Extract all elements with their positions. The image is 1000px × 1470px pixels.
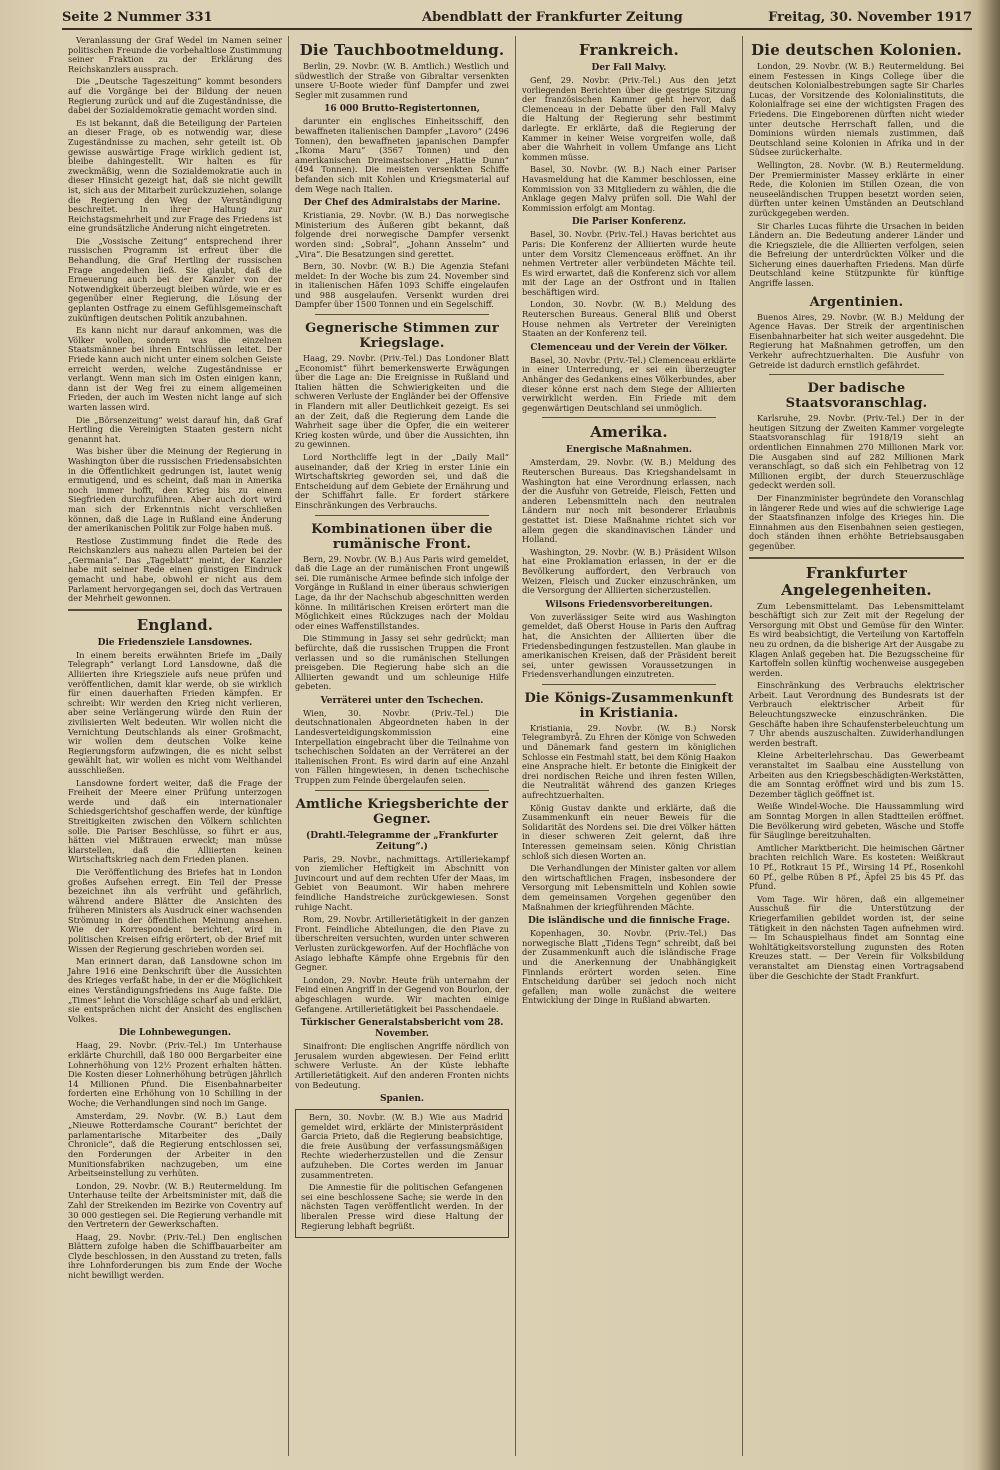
paragraph: Lansdowne fordert weiter, daß die Frage der Freiheit der Meere einer Prüfung unterzogen werde und daß ein internationaler Schiedsgerichtshof geschaffen werde, der künftige Streitigkeiten zwischen den Völkern schlichten solle. Die Pariser Beschlüsse, so führt er aus, hätten viel Mißtrauen erweckt; man müsse klarstellen, daß die Alliierten keinen Wirtschaftskrieg nach dem Frieden planen. xyxy=(68,777,282,865)
section-heading-amerika: Amerika. xyxy=(590,423,668,442)
article-heading: Der badische Staatsvoranschlag. xyxy=(785,381,928,412)
paragraph: Basel, 30. Novbr. (W. B.) Nach einer Pariser Havasmeldung hat die Kammer beschlossen, eine Kommission von 33 Mitgliedern zu wählen, die die Anklage gegen Malvy prüfen soll. Die Wahl der Kommission erfolgt am Montag. xyxy=(522,164,736,213)
paragraph: Genf, 29. Novbr. (Priv.-Tel.) Aus den jetzt vorliegenden Berichten über die gestrige Sitzung der französischen Kammer geht hervor, daß Clemenceau in der Debatte über den Fall Malvy die Haltung der Regierung sehr bestimmt darlegte. Er erklärte, daß die Regierung der Kammer in keiner Weise vorgreifen wolle, daß aber die Wahrheit in vollem Umfange ans Licht kommen müsse. xyxy=(522,75,736,162)
article-heading: Amtliche Kriegsberichte der Gegner. xyxy=(295,796,509,827)
tonnage-figure: 16 000 Brutto-Registertonnen, xyxy=(324,104,480,115)
paragraph: Haag, 29. Novbr. (Priv.-Tel.) Im Unterhause erklärte Churchill, daß 180 000 Bergarbeiter eine Lohnerhöhung von 12½ Prozent erhalten hätten. Die Kosten dieser Lohnerhöhung betrügen jährlich 14 Millionen Pfund. Die Eisenbahnarbeiter forderten eine Erhöhung von 10 Schilling in der Woche; die Verhandlungen sind noch im Gange. xyxy=(68,1040,282,1108)
paragraph: Bern, 30. Novbr. (W. B.) Wie aus Madrid gemeldet wird, erklärte der Ministerpräsident Garcia Prieto, daß die Regierung beabsichtige, die freie Ausübung der verfassungsmäßigen Rechte wiederherzustellen und die Zensur aufzuheben. Die Cortes werden im Januar zusammentreten. xyxy=(301,1112,503,1180)
paragraph: Zum Lebensmittelamt. Das Lebensmittelamt beschäftigt sich zur Zeit mit der Regelung der Versorgung mit Obst und Gemüse für den Winter. Es wird beabsichtigt, die Verteilung von Kartoffeln neu zu ordnen, da die bisherige Art der Ausgabe zu Klagen Anlaß gegeben hat. Die Bezugsscheine für Kartoffeln sollen künftig wochenweise ausgegeben werden. xyxy=(749,600,964,678)
subheading: Der Fall Malvy. xyxy=(591,63,667,73)
paragraph: In einem bereits erwähnten Briefe im „Daily Telegraph“ verlangt Lord Lansdowne, daß die Alliierten ihre Kriegsziele aufs neue prüfen und veröffentlichen, damit klar werde, ob sie wirklich für einen dauerhaften Frieden kämpfen. Er schreibt: Wir werden den Krieg nicht verlieren, aber seine Verlängerung würde den Ruin der zivilisierten Welt bedeuten. Wir wollen nicht die Vernichtung Deutschlands als einer Großmacht, wir wollen dem deutschen Volke keine Regierungsform aufzwingen, die es nicht selbst gewählt hat, wir wollen es nicht vom Welthandel ausschließen. xyxy=(68,649,282,775)
page-header xyxy=(62,6,972,30)
paragraph: Sir Charles Lucas führte die Ursachen in beiden Ländern an. Die Bedeutung anderer Länder und die Kriegsziele, die die Alliierten verfolgen, seien die Befreiung der unterdrückten Völker und die Sicherung eines dauerhaften Friedens. Man dürfe Deutschland keine Stützpunkte für künftige Angriffe lassen. xyxy=(749,220,964,289)
paragraph: Die Stimmung in Jassy sei sehr gedrückt; man befürchte, daß die russischen Truppen die Front verlassen und so die rumänischen Stellungen preisgeben. Die Regierung habe sich an die Alliierten gewandt und um schleunige Hilfe gebeten. xyxy=(295,633,509,692)
column-4 xyxy=(743,36,970,1456)
paragraph: Haag, 29. Novbr. (Priv.-Tel.) Das Londoner Blatt „Economist“ führt bemerkenswerte Erwägungen über die Lage an: Die Ereignisse in Rußland und Italien hätten die Schwierigkeiten und die schweren Verluste der Engländer bei der Offensive in Flandern mit aller Deutlichkeit gezeigt. Es sei an der Zeit, daß die Regierung dem Lande die Wahrheit sage über die Opfer, die ein weiterer Krieg kosten würde, und über die Aussichten, ihn zu gewinnen. xyxy=(295,353,509,450)
subheading: (Drahtl.-Telegramme der „Frankfurter Zeitung“.) xyxy=(306,830,498,852)
paragraph: Kopenhagen, 30. Novbr. (Priv.-Tel.) Das norwegische Blatt „Tidens Tegn“ schreibt, daß bei der Zusammenkunft auch die isländische Frage und die Anerkennung der Unabhängigkeit Finnlands erörtert worden seien. Eine Entscheidung darüber sei jedoch noch nicht gefallen; man wolle zunächst die weitere Entwicklung der Dinge in Rußland abwarten. xyxy=(522,928,736,1006)
page-number: Seite 2 Nummer 331 xyxy=(62,10,213,25)
subheading: Wilsons Friedensvorbereitungen. xyxy=(545,599,713,610)
article-heading: Kombinationen über die rumänische Front. xyxy=(311,521,493,552)
paragraph: Karlsruhe, 29. Novbr. (Priv.-Tel.) Der in der heutigen Sitzung der Zweiten Kammer vorgelegte Staatsvoranschlag für 1918/19 sieht an ordentlichen Einnahmen 270 Millionen Mark vor. Die Ausgaben sind auf 282 Millionen Mark veranschlagt, so daß sich ein Fehlbetrag von 12 Millionen ergibt, der durch Steuerzuschläge gedeckt werden soll. xyxy=(749,413,964,491)
subheading: Spanien. xyxy=(380,1094,424,1105)
paragraph: Der Finanzminister begründete den Voranschlag in längerer Rede und wies auf die schwierige Lage der Staatsfinanzen infolge des Krieges hin. Die Einnahmen aus den Eisenbahnen seien gestiegen, doch ständen ihnen erhöhte Betriebsausgaben gegenüber. xyxy=(749,492,964,551)
columns xyxy=(62,36,972,1456)
section-heading-frankfurt: Frankfurter Angelegenheiten. xyxy=(781,563,932,599)
divider xyxy=(542,417,716,418)
page-edge xyxy=(978,0,1000,1470)
paragraph: Washington, 29. Novbr. (W. B.) Präsident Wilson hat eine Proklamation erlassen, in der er die Bevölkerung auffordert, den Verbrauch von Weizen, Fleisch und Zucker einzuschränken, um die Versorgung der Alliierten sicherzustellen. xyxy=(522,546,736,596)
paragraph: Die Veröffentlichung des Briefes hat in London großes Aufsehen erregt. Ein Teil der Presse bezeichnet ihn als verfrüht und gefährlich, während andere Blätter die Ansichten des früheren Ministers als Ausdruck einer wachsenden Strömung in der öffentlichen Meinung ansehen. Wie der Korrespondent berichtet, wird in politischen Kreisen eifrig erörtert, ob der Brief mit Wissen der Regierung geschrieben worden sei. xyxy=(68,866,282,954)
paragraph: Sinaifront: Die englischen Angriffe nördlich von Jerusalem wurden abgewiesen. Der Feind erlitt schwere Verluste. An der Küste lebhafte Artillerietätigkeit. Auf den anderen Fronten nichts von Bedeutung. xyxy=(295,1041,509,1090)
paragraph: Amsterdam, 29. Novbr. (W. B.) Meldung des Reuterschen Bureaus. Das Kriegshandelsamt in Washington hat eine Verordnung erlassen, nach der die Ausfuhr von Getreide, Fleisch, Fetten und anderen Lebensmitteln nach den neutralen Ländern nur noch mit besonderer Erlaubnis gestattet ist. Diese Maßnahme richtet sich vor allem gegen die skandinavischen Länder und Holland. xyxy=(522,457,736,545)
paragraph: Haag, 29. Novbr. (Priv.-Tel.) Den englischen Blättern zufolge haben die Schiffbauarbeiter am Clyde beschlossen, in den Ausstand zu treten, falls ihre Lohnforderungen bis zum Ende der Woche nicht bewilligt werden. xyxy=(68,1231,282,1281)
subheading: Verräterei unter den Tschechen. xyxy=(320,695,484,706)
divider xyxy=(315,790,489,791)
divider xyxy=(769,374,944,375)
column-3 xyxy=(516,36,743,1456)
divider xyxy=(68,609,282,611)
subheading: Clemenceau und der Verein der Völker. xyxy=(530,342,728,353)
paragraph: Bern, 29. Novbr. (W. B.) Aus Paris wird gemeldet, daß die Lage an der rumänischen Front ungewiß sei. Die rumänische Armee befinde sich infolge der Vorgänge in Rußland in einer überaus schwierigen Lage, da ihr der Nachschub abgeschnitten werden könne. In militärischen Kreisen erörtert man die Möglichkeit eines Rückzuges nach der Moldau oder eines Waffenstillstandes. xyxy=(295,553,509,631)
subheading: Die Pariser Konferenz. xyxy=(571,217,687,228)
paragraph: Paris, 29. Novbr., nachmittags. Artilleriekampf von ziemlicher Heftigkeit im Abschnitt von Juvincourt und auf dem rechten Ufer der Maas, im Gebiet von Beaumont. Wir haben mehrere feindliche Handstreiche zurückgewiesen. Sonst ruhige Nacht. xyxy=(295,853,509,912)
paragraph: Einschränkung des Verbrauchs elektrischer Arbeit. Laut Verordnung des Bundesrats ist der Verbrauch elektrischer Arbeit für Beleuchtungszwecke einzuschränken. Die Geschäfte haben ihre Schaufensterbeleuchtung um 7 Uhr abends auszuschalten. Zuwiderhandlungen werden bestraft. xyxy=(749,680,964,748)
paragraph: Kleine Arbeiterlehrschau. Das Gewerbeamt veranstaltet im Saalbau eine Ausstellung von Arbeiten aus den Kriegsbeschädigten-Werkstätten, die am Sonntag eröffnet wird und bis zum 15. Dezember täglich geöffnet ist. xyxy=(749,750,964,799)
paragraph: Wellington, 28. Novbr. (W. B.) Reutermeldung. Der Premierminister Massey erklärte in einer Rede, die Kolonien im Stillen Ozean, die von neuseeländischen Truppen besetzt worden seien, dürften unter keinen Umständen an Deutschland zurückgegeben werden. xyxy=(749,159,964,218)
article-heading: Die deutschen Kolonien. xyxy=(751,41,962,59)
paragraph: Kristiania, 29. Novbr. (W. B.) Das norwegische Ministerium des Äußeren gibt bekannt, daß folgende drei norwegische Dampfer versenkt worden sind: „Sobral“, „Johann Ansselm“ und „Vira“. Die Besatzungen sind gerettet. xyxy=(295,210,509,259)
paragraph: Basel, 30. Novbr. (Priv.-Tel.) Havas berichtet aus Paris: Die Konferenz der Alliierten wurde heute unter dem Vorsitz Clemenceaus eröffnet. An ihr nehmen Vertreter aller verbündeten Mächte teil. Es wird erwartet, daß die Konferenz sich vor allem mit der Lage an der Ostfront und in Italien beschäftigen wird. xyxy=(522,229,736,297)
paragraph: Rom, 29. Novbr. Artillerietätigkeit in der ganzen Front. Feindliche Abteilungen, die den Piave zu überschreiten versuchten, wurden unter schweren Verlusten zurückgeworfen. Auf der Hochfläche von Asiago lebhafte Kämpfe ohne Ergebnis für den Gegner. xyxy=(295,914,509,973)
paragraph: London, 30. Novbr. (W. B.) Meldung des Reuterschen Bureaus. General Bliß und Oberst House nehmen als Vertreter der Vereinigten Staaten an der Konferenz teil. xyxy=(522,299,736,339)
signature: Der Chef des Admiralstabs der Marine. xyxy=(303,198,501,209)
paragraph: Die „Deutsche Tageszeitung“ kommt besonders auf die Vorgänge bei der Bildung der neuen Regierung zurück und auf die Zugeständnisse, die dabei der Sozialdemokratie gemacht worden sind. xyxy=(68,76,282,116)
paragraph: Berlin, 29. Novbr. (W. B. Amtlich.) Westlich und südwestlich der Straße von Gibraltar versenkten unsere U-Boote wieder fünf Dampfer und zwei Segler mit zusammen rund xyxy=(295,61,509,100)
paragraph: London, 29. Novbr. Heute früh unternahm der Feind einen Angriff in der Gegend von Bourlon, der abgeschlagen wurde. Wir machten einige Gefangene. Artillerietätigkeit bei Passchendaele. xyxy=(295,974,509,1014)
subheading: Energische Maßnahmen. xyxy=(565,445,692,456)
article-heading: Gegnerische Stimmen zur Kriegslage. xyxy=(305,321,499,352)
section-heading-england: England. xyxy=(136,615,214,634)
article-heading: Die Tauchbootmeldung. xyxy=(299,41,505,59)
paragraph: Lord Northcliffe legt in der „Daily Mail“ auseinander, daß der Krieg in erster Linie ein Wirtschaftskrieg geworden sei, und daß die Entscheidung auf dem Gebiete der Ernährung und der Schiffahrt falle. Er fordert stärkere Einschränkungen des Verbrauchs. xyxy=(295,452,509,510)
paragraph: darunter ein englisches Einheitsschiff, den bewaffneten italienischen Dampfer „Lavoro“ (2496 Tonnen), den bewaffneten japanischen Dampfer „Ikoma Maru“ (3567 Tonnen) und den amerikanischen Dreimastschoner „Hattie Dunn“ (494 Tonnen). Die meisten versenkten Schiffe befanden sich mit Kohlen und Kriegsmaterial auf dem Wege nach Italien. xyxy=(295,116,509,194)
section-heading-frankreich: Frankreich. xyxy=(579,41,679,59)
paragraph: London, 29. Novbr. (W. B.) Reutermeldung. Bei einem Festessen in Kings College über die deutschen Kolonialbestrebungen sagte Sir Charles Lucas, der Vorsitzende des Kolonialinstituts, die Kolonialfrage sei eine der wichtigsten Fragen des Friedens. Die Eingeborenen dürften nicht wieder unter deutsche Herrschaft fallen, und die Dominions würden niemals zustimmen, daß Deutschland seine Kolonien in Afrika und in der Südsee zurückerhalte. xyxy=(749,61,964,158)
column-1 xyxy=(62,36,289,1456)
subheading: Die isländische und die finnische Frage. xyxy=(527,916,731,927)
paragraph: Von zuverlässiger Seite wird aus Washington gemeldet, daß Oberst House in Paris den Auftrag hat, die Ansichten der Alliierten über die Friedensbedingungen festzustellen. Man glaube in amerikanischen Kreisen, daß der Präsident bereit sei, unter gewissen Voraussetzungen in Friedensverhandlungen einzutreten. xyxy=(522,611,736,680)
paragraph: Die Verhandlungen der Minister galten vor allem den wirtschaftlichen Fragen, insbesondere der Versorgung mit Lebensmitteln und Kohlen sowie dem gemeinsamen Vorgehen gegenüber den Maßnahmen der kriegführenden Mächte. xyxy=(522,863,736,912)
article-heading: Argentinien. xyxy=(809,294,904,310)
divider xyxy=(315,515,489,516)
paragraph: Wien, 30. Novbr. (Priv.-Tel.) Die deutschnationalen Abgeordneten haben in der Landesverteidigungskommission eine Interpellation eingebracht über die Teilnahme von tschechischen Soldaten an der Verräterei an der italienischen Front. Es wird darin auf eine Anzahl von Fällen hingewiesen, in denen tschechische Truppen zum Feinde übergelaufen seien. xyxy=(295,707,509,786)
subheading: Die Lohnbewegungen. xyxy=(118,1028,232,1039)
divider xyxy=(542,684,716,685)
paragraph: Basel, 30. Novbr. (Priv.-Tel.) Clemenceau erklärte in einer Unterredung, er sei ein überzeugter Anhänger des Gedankens eines Völkerbundes, aber dieser könne erst nach dem Siege der Alliierten verwirklicht werden. Ein Friede mit dem gegenwärtigen Deutschland sei unmöglich. xyxy=(522,354,736,413)
paragraph: Es ist bekannt, daß die Beteiligung der Parteien an dieser Frage, ob es notwendig war, diese Zugeständnisse zu machen, sehr geteilt ist. Ob gewisse auswärtige Frage wirklich gedient ist, bleibe dahingestellt. Wir halten es für zweckmäßig, wenn die Sozialdemokratie auch in dieser Hinsicht gezeigt hat, daß sie nicht gewillt ist, sich aus der Mitarbeit zurückzuziehen, solange die Regierung den Weg der Verständigung beschreitet. In ihrer Haltung zur Reichstagsmehrheit und zur Frage des Friedens ist eine grundsätzliche Änderung nicht eingetreten. xyxy=(68,117,282,234)
paragraph: Was bisher über die Meinung der Regierung in Washington über die russischen Friedensabsichten in die Öffentlichkeit gedrungen ist, lautet wenig ermutigend, und es scheint, daß man in Amerika noch immer hofft, den Krieg bis zu einem Siegfrieden durchzuführen. Aber auch dort wird man sich der Erkenntnis nicht verschließen können, daß die Lage in Rußland eine Änderung der amerikanischen Politik zur Folge haben muß. xyxy=(68,446,282,534)
article-heading: Die Königs-Zusammenkunft in Kristiania. xyxy=(524,690,734,721)
paragraph: Es kann nicht nur darauf ankommen, was die Völker wollen, sondern was die einzelnen Staatsmänner bei ihren Entschlüssen leitet. Der Friede kann auch nicht unter einem solchen Geiste erreicht werden, welche Zugeständnisse er verlangt. Wenn man sich im Osten einigen kann, dann ist der Weg frei zu einem allgemeinen Frieden, der auch im Westen nicht lange auf sich warten lassen wird. xyxy=(68,325,282,412)
masthead: Abendblatt der Frankfurter Zeitung xyxy=(422,10,683,25)
paragraph: Man erinnert daran, daß Lansdowne schon im Jahre 1916 eine Denkschrift über die Aussichten des Krieges verfaßt habe, in der er die Möglichkeit eines Verständigungsfriedens ins Auge faßte. Die „Times“ lehnt die Vorschläge scharf ab und erklärt, sie entsprächen nicht der Ansicht des englischen Volkes. xyxy=(68,956,282,1024)
paragraph: König Gustav dankte und erklärte, daß die Zusammenkunft ein neuer Beweis für die Solidarität des Nordens sei. Die drei Völker hätten in dieser schweren Zeit gelernt, daß ihre Interessen gemeinsam seien. König Christian schloß sich diesen Worten an. xyxy=(522,802,736,861)
paragraph: Veranlassung der Graf Wedel im Namen seiner politischen Freunde die vorbehaltlose Zustimmung seiner Fraktion zu der Erklärung des Reichskanzlers aussprach. xyxy=(68,36,282,74)
paragraph: Bern, 30. Novbr. (W. B.) Die Agenzia Stefani meldet: In der Woche bis zum 24. November sind in italienischen Häfen 1093 Schiffe eingelaufen und 988 ausgelaufen. Versenkt wurden drei Dampfer über 1500 Tonnen und ein Segelschiff. xyxy=(295,261,509,310)
subheading: Die Friedensziele Lansdownes. xyxy=(97,637,253,648)
subheading: Türkischer Generalstabsbericht vom 28. November. xyxy=(300,1018,504,1040)
paragraph: Kristiania, 29. Novbr. (W. B.) Norsk Telegrambyrå. Zu Ehren der Könige von Schweden und Dänemark fand gestern im königlichen Schlosse ein Festmahl statt, bei dem König Haakon eine Ansprache hielt. Er betonte die Einigkeit der drei nordischen Reiche und ihren festen Willen, die Neutralität während des ganzen Krieges aufrechtzuerhalten. xyxy=(522,722,736,801)
column-2 xyxy=(289,36,516,1456)
issue-date: Freitag, 30. November 1917 xyxy=(768,10,972,25)
paragraph: Vom Tage. Wir hören, daß ein allgemeiner Ausschuß für die Unterstützung der Kriegerfamilien gebildet worden ist, der seine Tätigkeit in den nächsten Tagen aufnehmen wird. — Im Schauspielhaus findet am Sonntag eine Wohltätigkeitsvorstellung zugunsten des Roten Kreuzes statt. — Der Verein für Volksbildung veranstaltet am Dienstag einen Vortragsabend über die Geschichte der Stadt Frankfurt. xyxy=(749,893,964,981)
paragraph: London, 29. Novbr. (W. B.) Reutermeldung. Im Unterhause teilte der Arbeitsminister mit, daß die Zahl der Streikenden im Bezirke von Coventry auf 30 000 gestiegen sei. Die Regierung verhandle mit den Vertretern der Gewerkschaften. xyxy=(68,1180,282,1230)
paragraph: Amsterdam, 29. Novbr. (W. B.) Laut dem „Nieuwe Rotterdamsche Courant“ berichtet der parlamentarische Mitarbeiter des „Daily Chronicle“, daß die Regierung entschlossen sei, den Forderungen der Arbeiter in den Munitionsfabriken nachzugeben, um eine Arbeitseinstellung zu verhüten. xyxy=(68,1110,282,1179)
paragraph: Die „Vossische Zeitung“ entsprechend ihrer russischen Programm ist erfreut über die Behandlung, die Graf Hertling der russischen Frage angedeihen ließ. Sie glaubt, daß die Erneuerung auch bei der Kanzler von der Notwendigkeit überzeugt bleiben würde, wie er es gegenüber einer Regierung, die Lösung der geplanten Ostfrage zu einem Gefühlsgemeinschaft zukünftigen deutschen Politik anzubahnen. xyxy=(68,235,282,323)
divider xyxy=(315,314,489,315)
divider xyxy=(749,557,964,559)
paragraph: Buenos Aires, 29. Novbr. (W. B.) Meldung der Agence Havas. Der Streik der argentinischen Eisenbahnarbeiter hat sich weiter ausgedehnt. Die Regierung hat Maßnahmen getroffen, um den Verkehr aufrechtzuerhalten. Die Ausfuhr von Getreide ist dadurch ernstlich gefährdet. xyxy=(749,311,964,370)
paragraph: Die „Börsenzeitung“ weist darauf hin, daß Graf Hertling die Vereinigten Staaten gestern nicht genannt hat. xyxy=(68,414,282,444)
paragraph: Restlose Zustimmung findet die Rede des Reichskanzlers aus nahezu allen Parteien bei der „Germania“. Das „Tageblatt“ meint, der Kanzler habe mit seiner Rede einen günstigen Eindruck gemacht und habe, obwohl er nicht aus dem Parlament hervorgegangen sei, doch das Vertrauen der Mehrheit gewonnen. xyxy=(68,535,282,604)
boxed-article xyxy=(295,1109,509,1238)
paragraph: Amtlicher Marktbericht. Die heimischen Gärtner brachten reichlich Ware. Es kosteten: Weißkraut 10 Pf., Rotkraut 15 Pf., Wirsing 14 Pf., Rosenkohl 60 Pf., gelbe Rüben 8 Pf., Äpfel 25 bis 45 Pf. das Pfund. xyxy=(749,842,964,892)
paragraph: Die Amnestie für die politischen Gefangenen sei eine beschlossene Sache; sie werde in den nächsten Tagen veröffentlicht werden. In der liberalen Presse wird diese Haltung der Regierung lebhaft begrüßt. xyxy=(301,1182,503,1231)
paragraph: Weiße Windel-Woche. Die Haussammlung wird am Sonntag Morgen in allen Stadtteilen eröffnet. Die Bevölkerung wird gebeten, Wäsche und Stoffe für Säuglinge bereitzuhalten. xyxy=(749,801,964,841)
